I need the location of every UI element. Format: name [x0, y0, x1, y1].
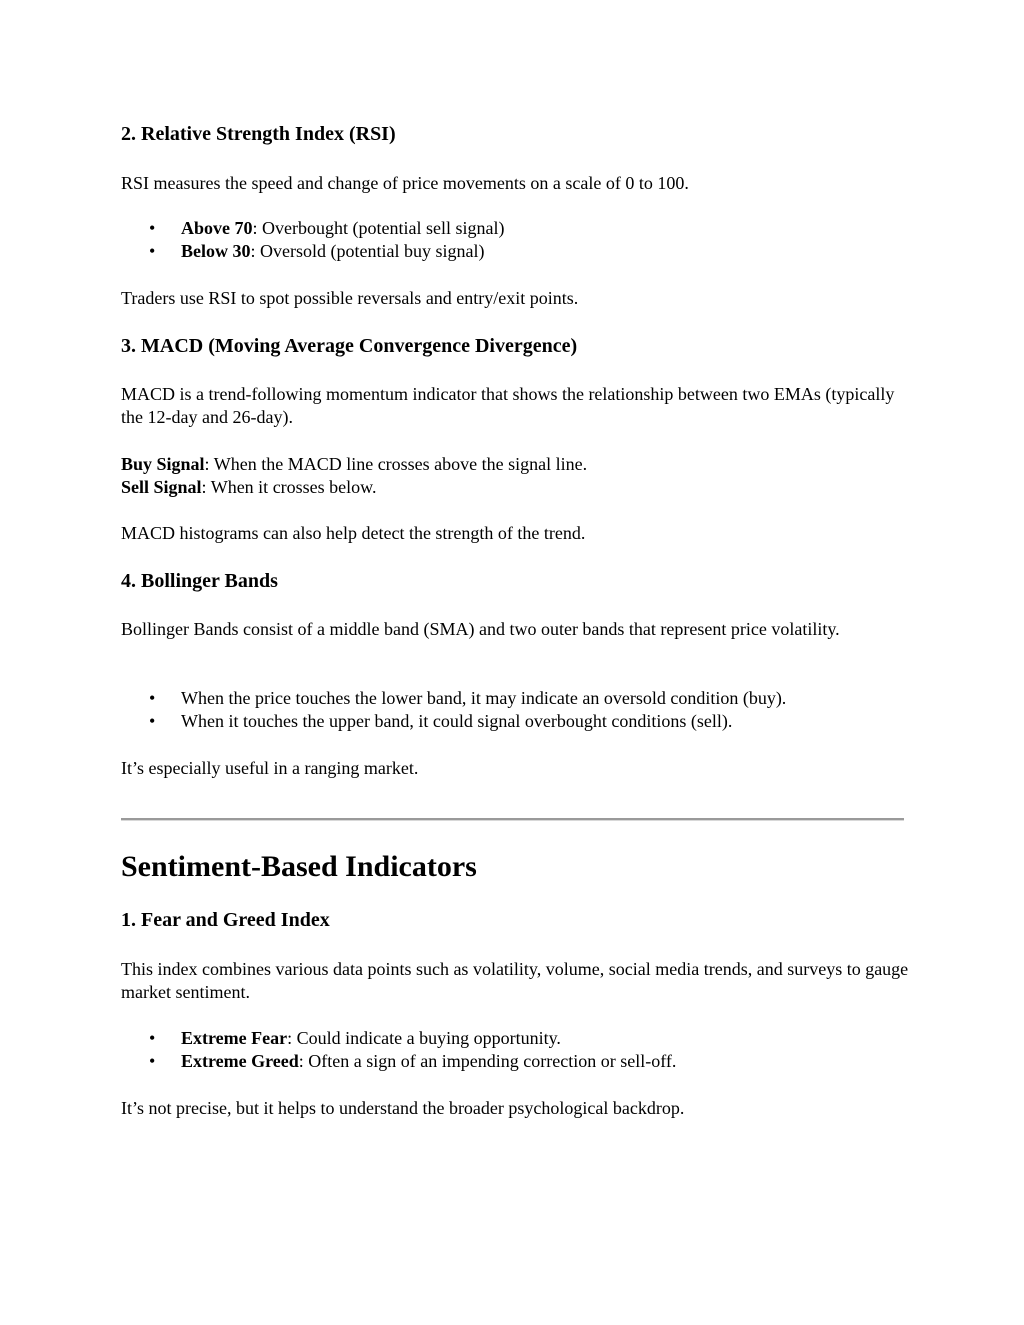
bullet-icon: •: [149, 241, 156, 261]
list-item: [121, 687, 911, 710]
rsi-heading: 2. Relative Strength Index (RSI): [121, 123, 396, 145]
sell-signal-text: : When it crosses below.: [201, 477, 377, 497]
fear-greed-list: [121, 1027, 911, 1073]
list-item: [121, 217, 911, 240]
bollinger-heading: 4. Bollinger Bands: [121, 570, 278, 592]
rsi-intro: RSI measures the speed and change of price movements on a scale of 0 to 100.: [121, 173, 689, 193]
list-item-label: Extreme Fear: [181, 1028, 288, 1048]
list-item-text: : Overbought (potential sell signal): [252, 218, 505, 238]
rsi-outro: Traders use RSI to spot possible reversals and entry/exit points.: [121, 288, 579, 308]
sell-signal-label: Sell Signal: [121, 477, 202, 497]
macd-signals: [121, 453, 911, 499]
list-item-text: : Often a sign of an impending correction or sell-off.: [298, 1051, 677, 1071]
bollinger-outro: It’s especially useful in a ranging market.: [121, 758, 419, 778]
fear-greed-heading: 1. Fear and Greed Index: [121, 909, 330, 931]
list-item: [121, 1050, 911, 1073]
bullet-icon: •: [149, 1051, 156, 1071]
macd-intro: MACD is a trend-following momentum indicator that shows the relationship between two EMAs (typically the 12-day and 26-day).: [121, 384, 895, 427]
list-item-label: Above 70: [181, 218, 253, 238]
list-item-text: : Oversold (potential buy signal): [250, 241, 485, 261]
fear-greed-intro: This index combines various data points such as volatility, volume, social media trends, and surveys to gauge market sentiment.: [121, 959, 909, 1002]
list-item: [121, 710, 911, 733]
bullet-icon: •: [149, 1028, 156, 1048]
bollinger-list: [121, 687, 911, 733]
list-item-text: When the price touches the lower band, it may indicate an oversold condition (buy).: [181, 688, 787, 708]
bullet-icon: •: [149, 218, 156, 238]
list-item: [121, 240, 911, 263]
macd-outro: MACD histograms can also help detect the strength of the trend.: [121, 523, 586, 543]
list-item-text: : Could indicate a buying opportunity.: [287, 1028, 561, 1048]
section-divider: [121, 818, 904, 821]
bollinger-intro: Bollinger Bands consist of a middle band (SMA) and two outer bands that represent price volatility.: [121, 619, 840, 639]
buy-signal-text: : When the MACD line crosses above the signal line.: [204, 454, 588, 474]
buy-signal-label: Buy Signal: [121, 454, 205, 474]
list-item: [121, 1027, 911, 1050]
sentiment-heading: Sentiment-Based Indicators: [121, 850, 477, 883]
bullet-icon: •: [149, 711, 156, 731]
list-item-text: When it touches the upper band, it could signal overbought conditions (sell).: [181, 711, 733, 731]
list-item-label: Extreme Greed: [181, 1051, 299, 1071]
bullet-icon: •: [149, 688, 156, 708]
macd-heading: 3. MACD (Moving Average Convergence Divergence): [121, 335, 578, 357]
list-item-label: Below 30: [181, 241, 251, 261]
rsi-list: [121, 217, 911, 263]
fear-greed-outro: It’s not precise, but it helps to understand the broader psychological backdrop.: [121, 1098, 685, 1118]
